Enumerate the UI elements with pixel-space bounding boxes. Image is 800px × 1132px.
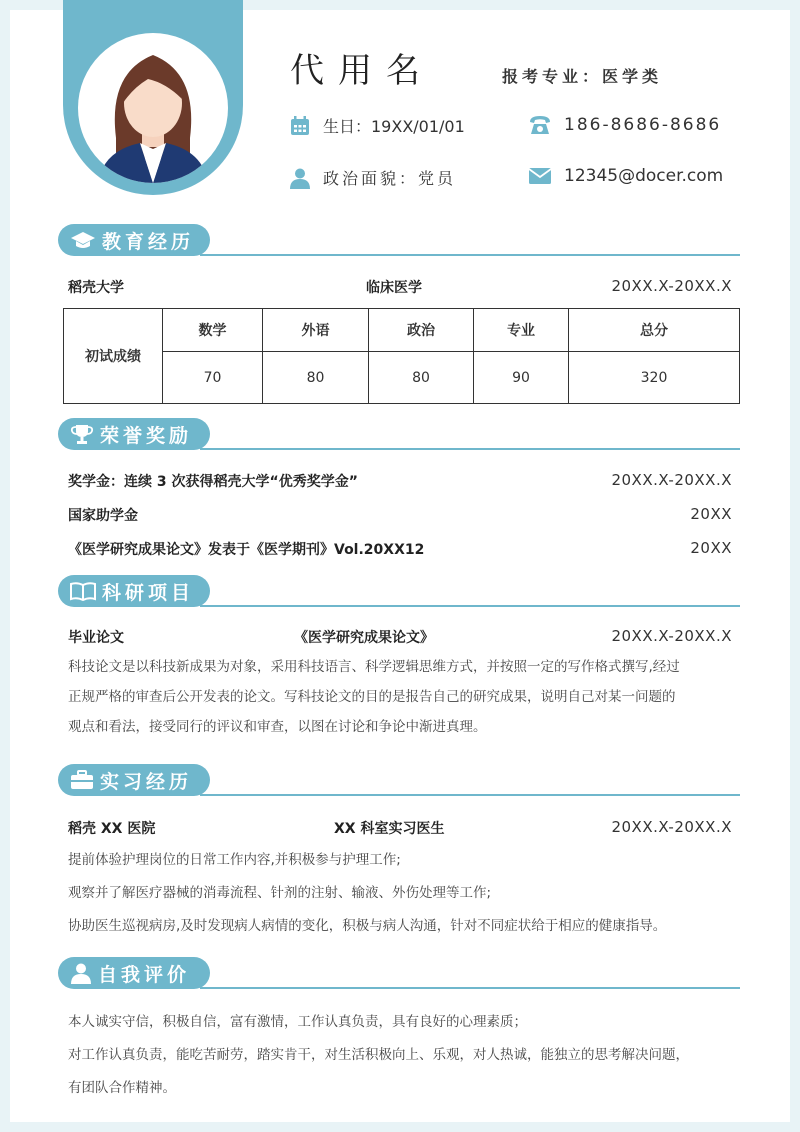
score-subject: 政治 bbox=[369, 309, 474, 352]
section-divider bbox=[200, 605, 740, 607]
internship-description bbox=[68, 844, 736, 943]
mail-icon bbox=[528, 166, 552, 186]
calendar-icon bbox=[289, 115, 311, 137]
person-icon bbox=[70, 962, 92, 984]
paragraph-line: 协助医生巡视病房,及时发现病人病情的变化，积极与病人沟通，针对不同症状给于相应的健康指导。 bbox=[68, 918, 667, 934]
internship-role: XX 科室实习医生 bbox=[334, 821, 445, 837]
score-subject: 总分 bbox=[569, 309, 740, 352]
research-paper: 《医学研究成果论文》 bbox=[294, 630, 434, 646]
score-row-label: 初试成绩 bbox=[64, 309, 163, 404]
score-value: 70 bbox=[163, 352, 263, 404]
score-subject: 专业 bbox=[474, 309, 569, 352]
section-title-research: 科研项目 bbox=[58, 575, 210, 607]
school-name: 稻壳大学 bbox=[68, 280, 124, 296]
internship-period: 20XX.X-20XX.X bbox=[611, 818, 732, 836]
score-value: 80 bbox=[369, 352, 474, 404]
section-title-honors: 荣誉奖励 bbox=[58, 418, 210, 450]
self-evaluation-text bbox=[68, 1006, 736, 1105]
paragraph-line: 观点和看法，接受同行的评议和审查，以图在讨论和争论中渐进真理。 bbox=[68, 719, 487, 735]
section-title-internship: 实习经历 bbox=[58, 764, 210, 796]
research-description bbox=[68, 652, 736, 742]
section-divider bbox=[200, 987, 740, 989]
honor-date: 20XX bbox=[690, 539, 732, 557]
email-text[interactable]: 12345@docer.com bbox=[564, 166, 724, 186]
score-table bbox=[63, 308, 740, 404]
honor-date: 20XX.X-20XX.X bbox=[611, 471, 732, 489]
honor-text: 国家助学金 bbox=[68, 508, 138, 524]
section-title-self-evaluation: 自我评价 bbox=[58, 957, 210, 989]
politics-info bbox=[289, 166, 456, 189]
score-value: 320 bbox=[569, 352, 740, 404]
trophy-icon bbox=[70, 423, 94, 445]
section-divider bbox=[200, 794, 740, 796]
phone-info bbox=[528, 114, 721, 136]
paragraph-line: 本人诚实守信，积极自信，富有激情，工作认真负责，具有良好的心理素质； bbox=[68, 1014, 527, 1030]
score-subject: 外语 bbox=[263, 309, 369, 352]
honor-text: 《医学研究成果论文》发表于《医学期刊》Vol.20XX12 bbox=[68, 542, 425, 558]
section-divider bbox=[200, 254, 740, 256]
email-info bbox=[528, 166, 723, 186]
honor-text: 奖学金：连续 3 次获得稻壳大学“优秀奖学金” bbox=[68, 474, 358, 490]
research-name: 毕业论文 bbox=[68, 630, 124, 646]
section-title-education: 教育经历 bbox=[58, 224, 210, 256]
book-icon bbox=[70, 581, 96, 601]
person-icon bbox=[289, 167, 311, 189]
politics-text: 政治面貌：党员 bbox=[323, 169, 457, 188]
birthday-info bbox=[289, 114, 465, 137]
candidate-name: 代用名 bbox=[290, 51, 434, 91]
paragraph-line: 正规严格的审查后公开发表的论文。写科技论文的目的是报告自己的研究成果，说明自己对某一问题的 bbox=[68, 689, 676, 705]
research-period: 20XX.X-20XX.X bbox=[611, 627, 732, 645]
paragraph-line: 科技论文是以科技新成果为对象，采用科技语言、科学逻辑思维方式，并按照一定的写作格式撰写,经过 bbox=[68, 659, 680, 675]
phone-icon bbox=[528, 114, 552, 136]
education-major: 临床医学 bbox=[366, 280, 422, 296]
section-divider bbox=[200, 448, 740, 450]
graduation-cap-icon bbox=[70, 229, 96, 251]
honor-date: 20XX bbox=[690, 505, 732, 523]
paragraph-line: 对工作认真负责，能吃苦耐劳，踏实肯干，对生活积极向上、乐观，对人热诚，能独立的思考解决问题， bbox=[68, 1047, 689, 1063]
paragraph-line: 观察并了解医疗器械的消毒流程、针剂的注射、输液、外伤处理等工作; bbox=[68, 885, 492, 901]
phone-text[interactable]: 186-8686-8686 bbox=[564, 115, 722, 135]
briefcase-icon bbox=[70, 769, 94, 791]
avatar bbox=[78, 33, 228, 183]
score-value: 80 bbox=[263, 352, 369, 404]
applied-major: 报考专业：医学类 bbox=[502, 67, 663, 86]
paragraph-line: 有团队合作精神。 bbox=[68, 1080, 176, 1096]
score-value: 90 bbox=[474, 352, 569, 404]
birthday-text: 生日：19XX/01/01 bbox=[323, 117, 465, 136]
score-subject: 数学 bbox=[163, 309, 263, 352]
paragraph-line: 提前体验护理岗位的日常工作内容,并积极参与护理工作; bbox=[68, 852, 401, 868]
education-period: 20XX.X-20XX.X bbox=[611, 277, 732, 295]
internship-hospital: 稻壳 XX 医院 bbox=[68, 821, 156, 837]
